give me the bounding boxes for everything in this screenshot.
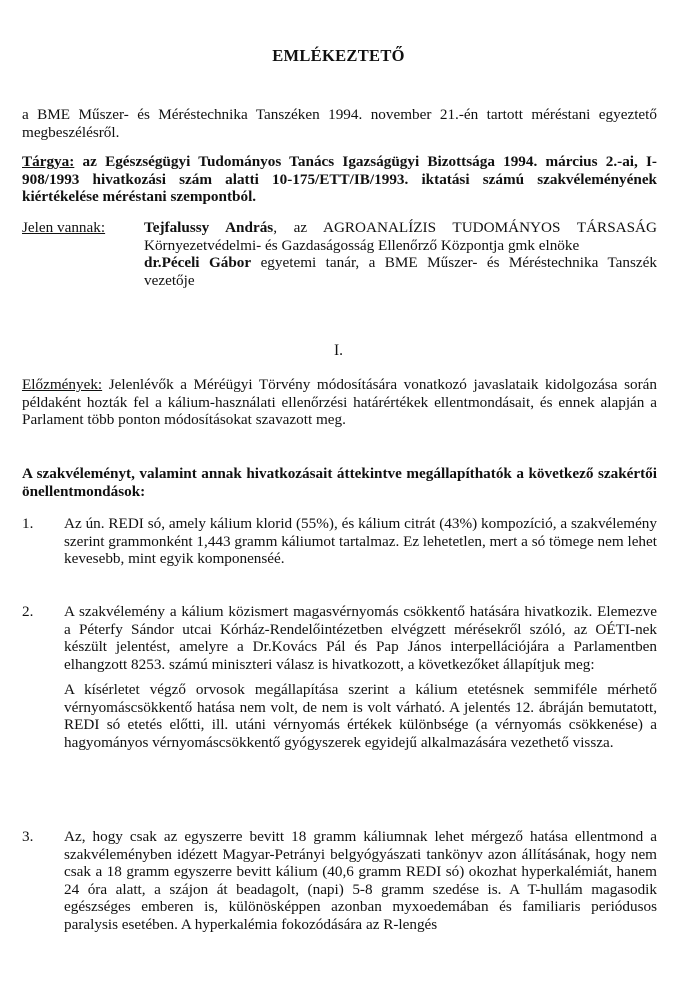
subject-paragraph <box>22 153 657 206</box>
person-2-name: dr.Péceli Gábor <box>144 254 252 271</box>
present-section <box>22 219 657 289</box>
subject-label: Tárgya: <box>22 153 75 170</box>
list-item <box>22 828 657 933</box>
section-heading: A szakvéleményt, valamint annak hivatkozásait áttekintve megállapíthatók a következő szakértői önellentmondások: <box>22 465 657 500</box>
item-number: 1. <box>22 515 34 532</box>
person-2 <box>144 254 657 289</box>
section-number: I. <box>333 342 344 359</box>
antecedents-label: Előzmények: <box>22 376 103 393</box>
item-number: 2. <box>22 603 34 620</box>
item-text: Az ún. REDI só, amely kálium klorid (55%), és kálium citrát (43%) kompozíció, a szakvélemény szerint grammonként 1,443 gramm káliumot tartalmaz. Ez lehetetlen, mert a só tömege nem lehet kevesebb, mint egyik komponenséé. <box>64 515 657 567</box>
list-item <box>22 515 657 568</box>
subject-text: az Egészségügyi Tudományos Tanács Igazságügyi Bizottsága 1994. március 2.-ai, I-908/1993 hivatkozási szám alatti 10-175/ETT/IB/1993. iktatási számú szakvéleményének kiértékelése méréstani szempontból. <box>22 153 657 205</box>
document-title: EMLÉKEZTETŐ <box>272 46 405 65</box>
item-text: Az, hogy csak az egyszerre bevitt 18 gramm káliumnak lehet mérgező hatása ellentmond a szakvéleményben idézett Magyar-Petrányi belgyógyászati tankönyv azon állításának, hogy nem csak a 18 gramm egyszerre bevitt kálium (40,6 gramm REDI só) okozhat hyperkalémiát, hanem 24 óra alatt, a szájon át beadagolt, (napi) 5-8 gramm szedése is. A T-hullám magasodik egészséges emberen is, különösképpen azonban myxoedemában és familiaris periódusos paralysis esetében. A hyperkalémia fokozódására az R-lengés <box>64 828 657 933</box>
list-item <box>22 603 657 751</box>
item-text: A szakvélemény a kálium közismert magasvérnyomás csökkentő hatására hivatkozik. Elemezve a Péterfy Sándor utcai Kórház-Rendelőintézetben elvégzett mérésekről szóló, az OÉTI-nek készült jelentést, amelyre a Dr.Kovács Pál és Pap János interpellációjára a Parlamentben elhangzott 8253. számú miniszteri válasz is hivatkozott, a következőket állapítjuk meg: <box>64 603 657 673</box>
person-1-name: Tejfalussy András <box>144 219 274 236</box>
person-1-role: , az AGROANALÍZIS TUDOMÁNYOS TÁRSASÁG Környezetvédelmi- és Gazdaságosság Ellenőrző Központja gmk elnöke <box>144 219 657 254</box>
antecedents-paragraph <box>22 376 657 429</box>
item-number: 3. <box>22 828 34 845</box>
intro-paragraph: a BME Műszer- és Méréstechnika Tanszéken 1994. november 21.-én tartott méréstani egyeztető megbeszélésről. <box>22 106 657 141</box>
item-subparagraph: A kísérletet végző orvosok megállapítása szerint a kálium etetésnek semmiféle mérhető vérnyomáscsökkentő hatása nem volt, de nem is volt várható. A jelentés 12. ábráján bemutatott, REDI só etetés előtti, ill. utáni vérnyomás értékek különbsége (a vérnyomás csökkenése) a hagyományos vérnyomáscsökkentő gyógyszerek egyidejű alkalmazására vezethető vissza. <box>64 681 657 751</box>
person-2-role: egyetemi tanár, a BME Műszer- és Méréstechnika Tanszék vezetője <box>144 254 657 289</box>
present-label: Jelen vannak: <box>22 219 106 236</box>
antecedents-text: Jelenlévők a Méréügyi Törvény módosítására vonatkozó javaslataik kidolgozása során példaként hozták fel a kálium-használati ellenőrzési határértékek ellentmondásait, és ennek alapján a Parlament több ponton módosításokat szavazott meg. <box>22 376 657 428</box>
person-1 <box>144 219 657 254</box>
